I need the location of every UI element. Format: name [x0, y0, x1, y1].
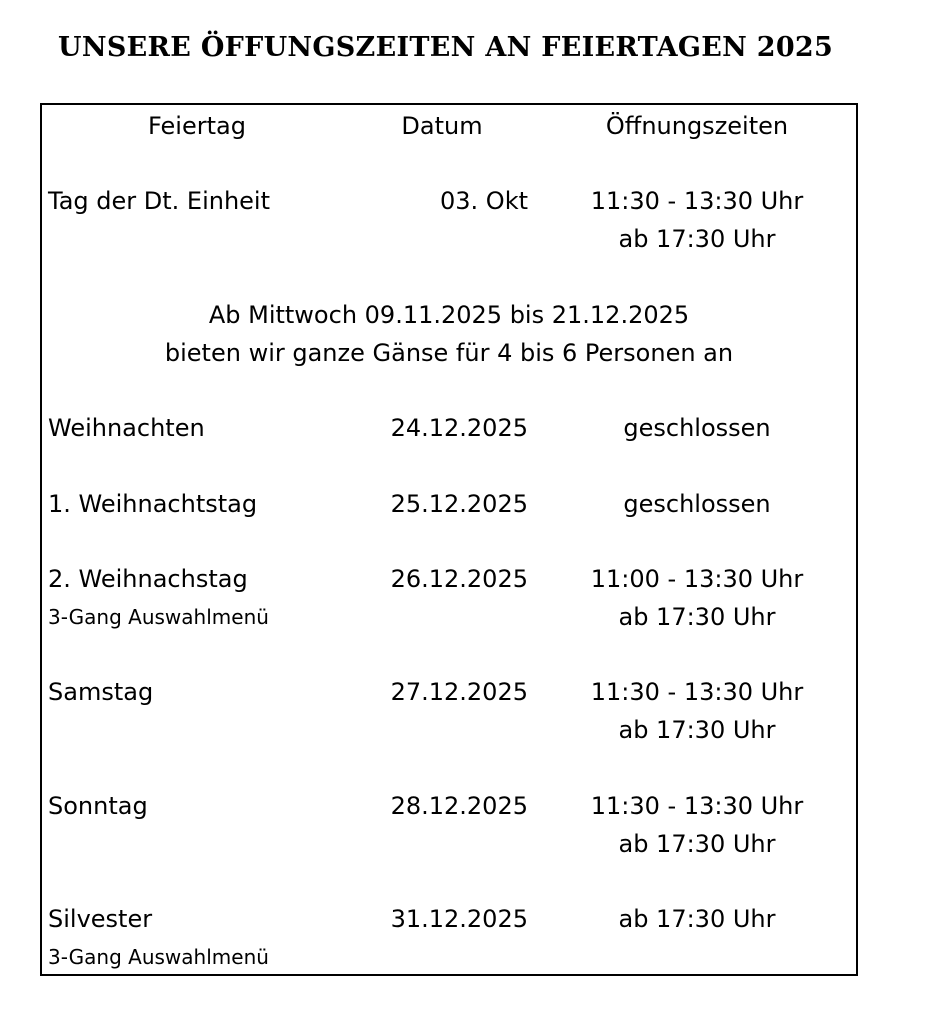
row-date: 25.12.2025	[390, 490, 528, 518]
row-name: 1. Weihnachtstag	[48, 490, 258, 518]
row-hours-2: ab 17:30 Uhr	[618, 225, 776, 253]
row-hours-2: ab 17:30 Uhr	[618, 603, 776, 631]
header-holiday: Feiertag	[148, 112, 246, 140]
row-date: 24.12.2025	[390, 414, 528, 442]
opening-hours-table	[40, 103, 858, 976]
row-hours-1: ab 17:30 Uhr	[618, 905, 776, 933]
row-hours-2: ab 17:30 Uhr	[618, 716, 776, 744]
row-name: Tag der Dt. Einheit	[48, 187, 270, 215]
row-date: 27.12.2025	[390, 678, 528, 706]
notice-line-1: Ab Mittwoch 09.11.2025 bis 21.12.2025	[208, 301, 690, 329]
row-hours-1: 11:30 - 13:30 Uhr	[590, 792, 804, 820]
page-title: UNSERE ÖFFUNGSZEITEN AN FEIERTAGEN 2025	[58, 32, 834, 63]
row-hours-1: 11:30 - 13:30 Uhr	[590, 187, 804, 215]
row-name: Weihnachten	[48, 414, 205, 442]
row-date: 31.12.2025	[390, 905, 528, 933]
row-hours-1: 11:30 - 13:30 Uhr	[590, 678, 804, 706]
row-name: Silvester	[48, 905, 153, 933]
row-note: 3-Gang Auswahlmenü	[48, 945, 269, 969]
row-hours-2: ab 17:30 Uhr	[618, 830, 776, 858]
row-date: 28.12.2025	[390, 792, 528, 820]
row-hours-1: geschlossen	[623, 490, 771, 518]
row-name: Sonntag	[48, 792, 148, 820]
row-note: 3-Gang Auswahlmenü	[48, 605, 269, 629]
row-name: 2. Weihnachstag	[48, 565, 248, 593]
header-hours: Öffnungszeiten	[605, 112, 789, 140]
header-date: Datum	[401, 112, 483, 140]
row-hours-1: geschlossen	[623, 414, 771, 442]
row-hours-1: 11:00 - 13:30 Uhr	[590, 565, 804, 593]
row-date: 03. Okt	[440, 187, 528, 215]
row-name: Samstag	[48, 678, 154, 706]
row-date: 26.12.2025	[390, 565, 528, 593]
notice-line-2: bieten wir ganze Gänse für 4 bis 6 Personen an	[164, 339, 734, 367]
